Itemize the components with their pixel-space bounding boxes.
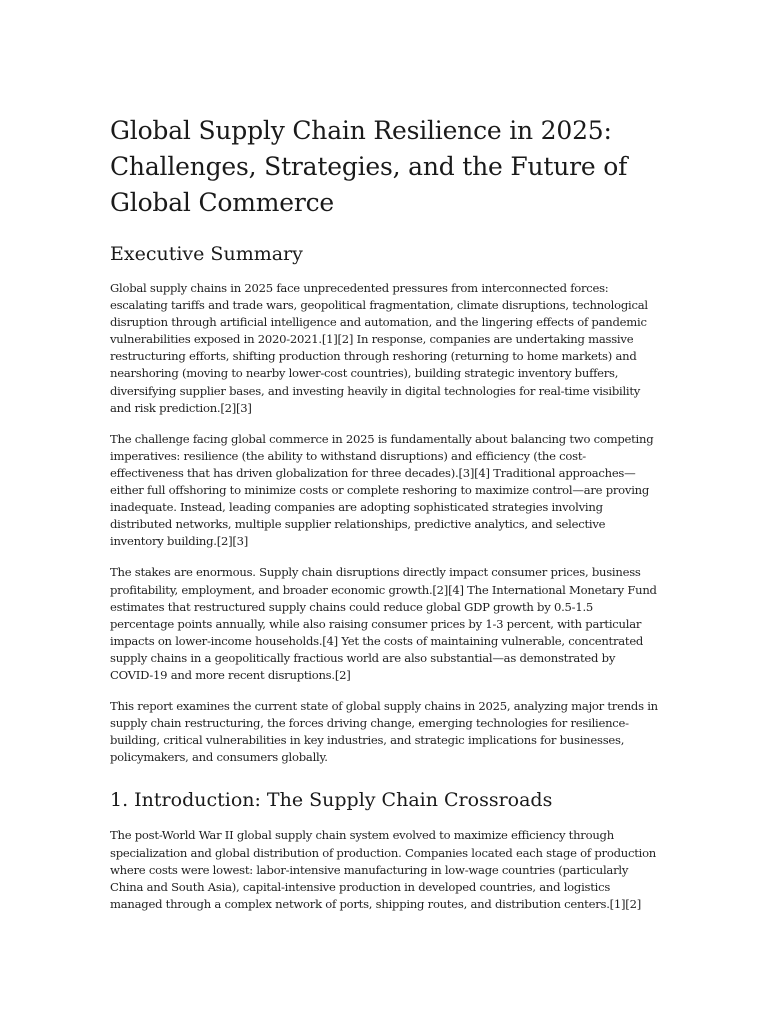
executive-summary-paragraph-2: The challenge facing global commerce in 2025 is fundamentally about balancing two competing imperatives: resilience (the ability to withstand disruptions) and efficiency (the cost-effectiveness that has driven globalization for three decades).[3][4] Traditional approaches—either full offshoring to minimize costs or complete reshoring to maximize control—are proving inadequate. Instead, leading companies are adopting sophisticated strategies involving distributed networks, multiple supplier relationships, predictive analytics, and selective inventory building.[2][3] — [110, 431, 654, 549]
executive-summary-heading: Executive Summary — [110, 243, 303, 265]
introduction-paragraph-1: The post-World War II global supply chain system evolved to maximize efficiency through specialization and global distribution of production. Companies located each stage of production where costs were lowest: labor-intensive manufacturing in low-wage countries (particularly China and South Asia), capital-intensive production in developed countries, and logistics managed through a complex network of ports, shipping routes, and distribution centers.[1][2] — [110, 828, 657, 911]
document-page — [110, 113, 658, 927]
introduction-heading: 1. Introduction: The Supply Chain Crossroads — [110, 789, 553, 812]
executive-summary-paragraph-4: This report examines the current state of global supply chains in 2025, analyzing major trends in supply chain restructuring, the forces driving change, emerging technologies for resilience-building, critical vulnerabilities in key industries, and strategic implications for businesses, policymakers, and consumers globally. — [110, 699, 658, 765]
executive-summary-paragraph-1: Global supply chains in 2025 face unprecedented pressures from interconnected forces: escalating tariffs and trade wars, geopolitical fragmentation, climate disruptions, technological disruption through artificial intelligence and automation, and the lingering effects of pandemic vulnerabilities exposed in 2020-2021.[1][2] In response, companies are undertaking massive restructuring efforts, shifting production through reshoring (returning to home markets) and nearshoring (moving to nearby lower-cost countries), building strategic inventory buffers, diversifying supplier bases, and investing heavily in digital technologies for real-time visibility and risk prediction.[2][3] — [110, 281, 648, 415]
executive-summary-paragraph-3: The stakes are enormous. Supply chain disruptions directly impact consumer prices, business profitability, employment, and broader economic growth.[2][4] The International Monetary Fund estimates that restructured supply chains could reduce global GDP growth by 0.5-1.5 percentage points annually, while also raising consumer prices by 1-3 percent, with particular impacts on lower-income households.[4] Yet the costs of maintaining vulnerable, concentrated supply chains in a geopolitically fractious world are also substantial—as demonstrated by COVID-19 and more recent disruptions.[2] — [110, 565, 657, 682]
document-title: Global Supply Chain Resilience in 2025: Challenges, Strategies, and the Future of Global Commerce — [110, 116, 628, 217]
